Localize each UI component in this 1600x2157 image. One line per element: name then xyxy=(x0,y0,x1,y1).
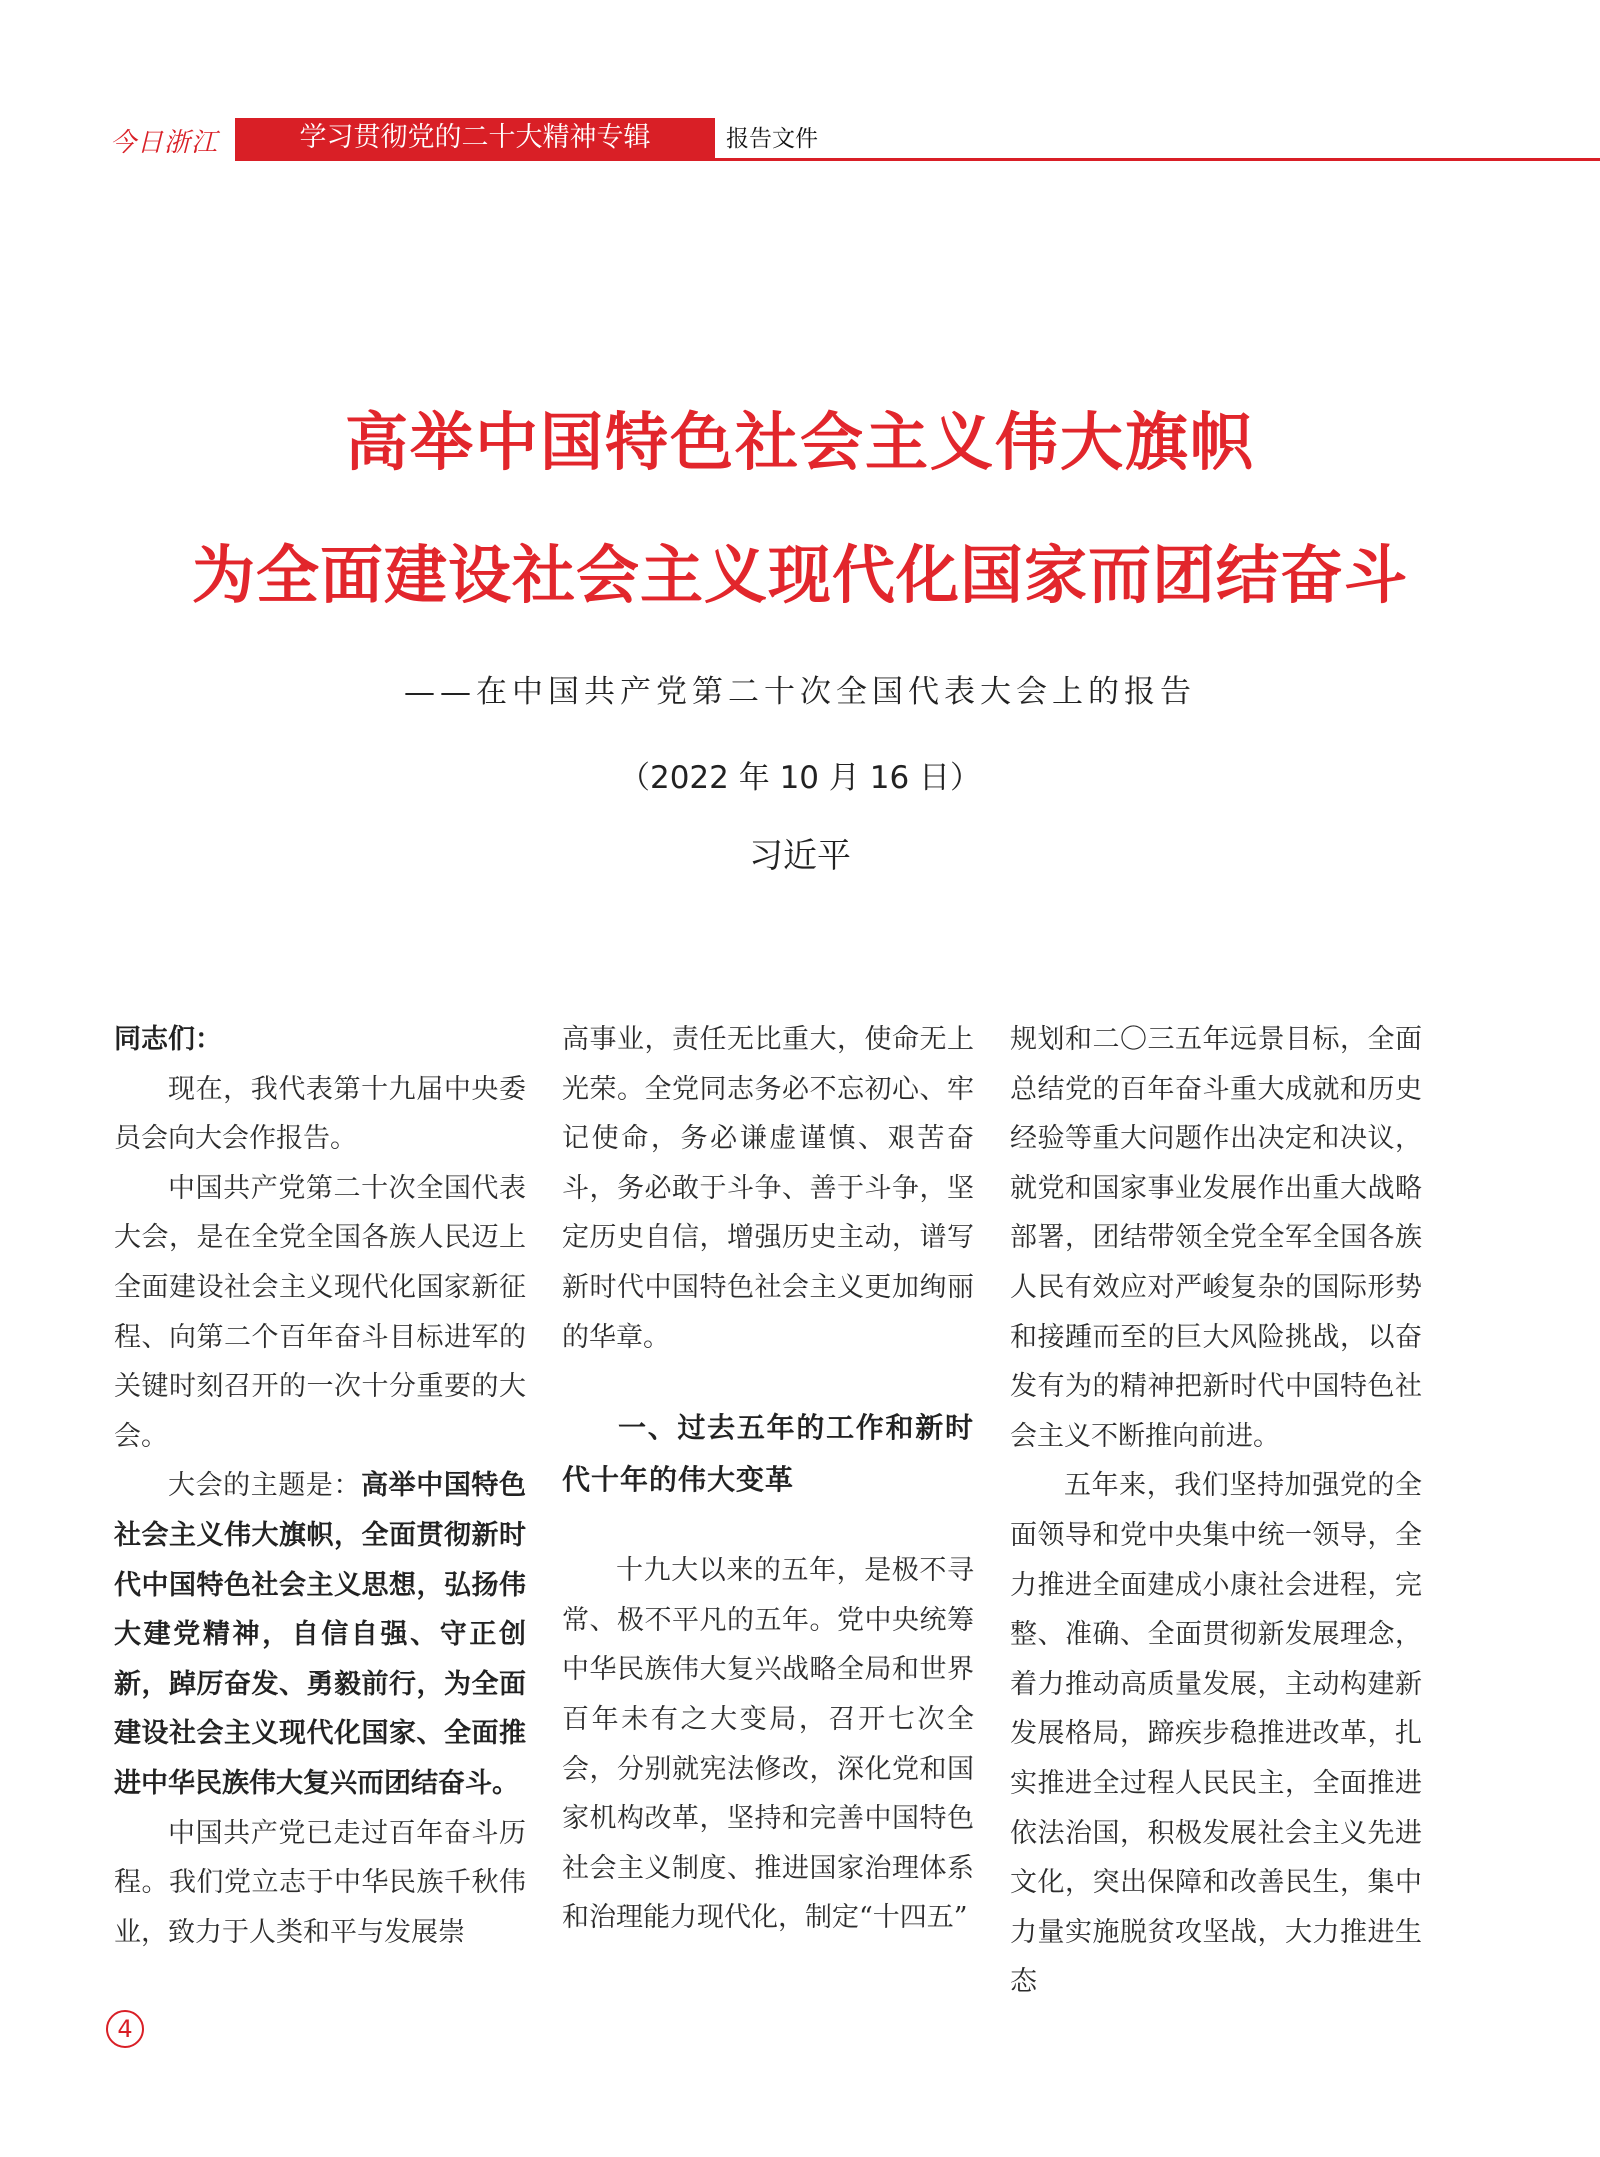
paragraph: 现在，我代表第十九届中央委员会向大会作报告。 xyxy=(114,1073,526,1155)
page-number: 4 xyxy=(106,2010,144,2048)
section-label: 报告文件 xyxy=(726,126,818,152)
paragraph: 中国共产党第二十次全国代表大会，是在全党全国各族人民迈上全面建设社会主义现代化国家新征程、向第二个百年奋斗目标进军的关键时刻召开的一次十分重要的大会。 xyxy=(114,1172,526,1452)
paragraph: 五年来，我们坚持加强党的全面领导和党中央集中统一领导，全力推进全面建成小康社会进程，完整、准确、全面贯彻新发展理念，着力推动高质量发展，主动构建新发展格局，蹄疾步稳推进改革，扎实推进全过程人民民主，全面推进依法治国，积极发展社会主义先进文化，突出保障和改善民生，集中力量实施脱贫攻坚战，大力推进生态 xyxy=(1010,1470,1422,1998)
theme-lead: 大会的主题是： xyxy=(168,1470,362,1502)
salutation: 同志们： xyxy=(114,1024,222,1055)
paragraph: 中国共产党已走过百年奋斗历程。我们党立志于中华民族千秋伟业，致力于人类和平与发展崇 xyxy=(114,1817,526,1948)
theme-statement: 高举中国特色社会主义伟大旗帜，全面贯彻新时代中国特色社会主义思想，弘扬伟大建党精神，自信自强、守正创新，踔厉奋发、勇毅前行，为全面建设社会主义现代化国家、全面推进中华民族伟大复兴而团结奋斗。 xyxy=(114,1470,527,1799)
theme-paragraph xyxy=(114,1461,526,1808)
body-column-2 xyxy=(562,1015,974,1943)
running-header xyxy=(110,118,1600,160)
article-date: （2022 年 10 月 16 日） xyxy=(618,760,982,796)
magazine-logo: 今日浙江 xyxy=(110,128,219,158)
paragraph-continued: 高事业，责任无比重大，使命无上光荣。全党同志务必不忘初心、牢记使命，务必谦虚谨慎、艰苦奋斗，务必敢于斗争、善于斗争，坚定历史自信，增强历史主动，谱写新时代中国特色社会主义更加绚丽的华章。 xyxy=(562,1024,974,1353)
section-heading: 一、过去五年的工作和新时代十年的伟大变革 xyxy=(562,1411,974,1497)
article-title-line-2: 为全面建设社会主义现代化国家而团结奋斗 xyxy=(192,539,1408,612)
body-column-3 xyxy=(1010,1015,1422,2007)
paragraph-continued: 规划和二〇三五年远景目标，全面总结党的百年奋斗重大成就和历史经验等重大问题作出决定和决议，就党和国家事业发展作出重大战略部署，团结带领全党全军全国各族人民有效应对严峻复杂的国际形势和接踵而至的巨大风险挑战，以奋发有为的精神把新时代中国特色社会主义不断推向前进。 xyxy=(1010,1024,1422,1452)
article-author: 习近平 xyxy=(749,836,851,876)
body-column-1 xyxy=(114,1015,526,1957)
special-topic-banner: 学习贯彻党的二十大精神专辑 xyxy=(235,118,715,158)
article-subtitle: ——在中国共产党第二十次全国代表大会上的报告 xyxy=(404,674,1196,710)
paragraph: 十九大以来的五年，是极不寻常、极不平凡的五年。党中央统筹中华民族伟大复兴战略全局和世界百年未有之大变局，召开七次全会，分别就宪法修改，深化党和国家机构改革，坚持和完善中国特色社会主义制度、推进国家治理体系和治理能力现代化，制定“十四五” xyxy=(562,1555,974,1934)
article-title-line-1: 高举中国特色社会主义伟大旗帜 xyxy=(345,406,1255,479)
header-rule xyxy=(235,158,1600,161)
